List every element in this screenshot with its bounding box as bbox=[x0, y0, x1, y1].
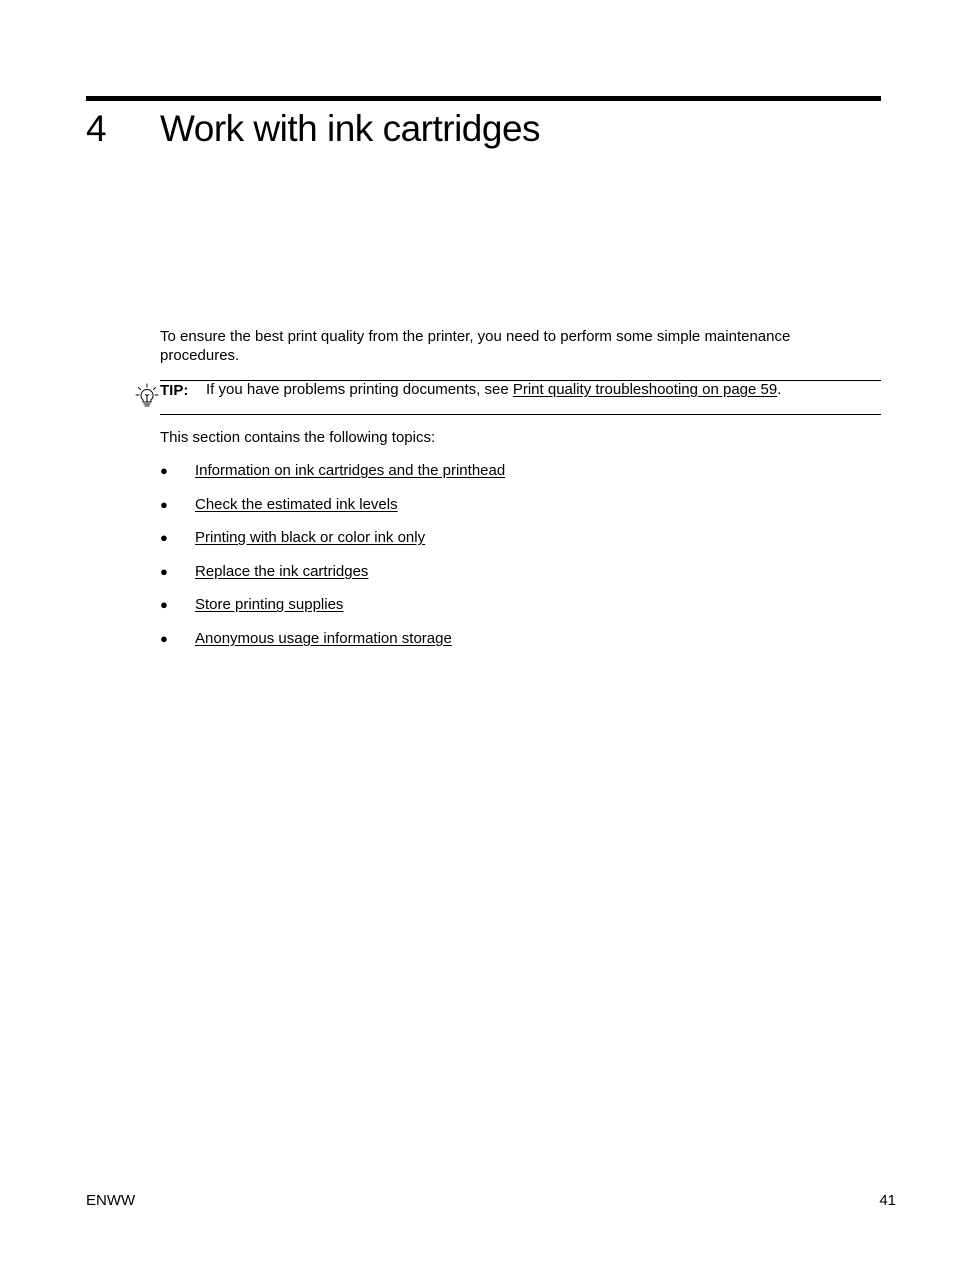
chapter-title: Work with ink cartridges bbox=[160, 108, 541, 149]
lightbulb-icon bbox=[135, 383, 159, 409]
bullet: ● bbox=[160, 597, 168, 613]
bullet: ● bbox=[160, 530, 168, 546]
intro-paragraph: To ensure the best print quality from the printer, you need to perform some simple maintenance procedures. bbox=[160, 328, 791, 364]
chapter-rule bbox=[86, 96, 881, 101]
bullet: ● bbox=[160, 630, 168, 646]
topic-link-replace-cartridges[interactable]: Replace the ink cartridges bbox=[195, 562, 369, 580]
topic-link-store-supplies[interactable]: Store printing supplies bbox=[195, 596, 344, 614]
topic-link-black-or-color-ink[interactable]: Printing with black or color ink only bbox=[195, 529, 426, 547]
tip-bottom-rule bbox=[160, 414, 881, 415]
chapter-number: 4 bbox=[86, 108, 107, 149]
topics-intro: This section contains the following topics: bbox=[160, 429, 436, 446]
tip-label: TIP: bbox=[160, 382, 189, 399]
tip-text bbox=[206, 381, 781, 399]
tip-link-print-quality[interactable]: Print quality troubleshooting on page 59 bbox=[512, 381, 778, 398]
topic-link-anonymous-usage[interactable]: Anonymous usage information storage bbox=[195, 629, 452, 647]
bullet: ● bbox=[160, 496, 168, 512]
bullet: ● bbox=[160, 563, 168, 579]
topic-link-estimated-ink-levels[interactable]: Check the estimated ink levels bbox=[195, 495, 398, 513]
tip-text-after: . bbox=[777, 381, 782, 398]
bullet: ● bbox=[160, 463, 168, 478]
tip-text-before: If you have problems printing documents, see bbox=[206, 381, 513, 398]
footer-label: ENWW bbox=[86, 1192, 136, 1209]
topic-link-ink-cartridges-printhead[interactable]: Information on ink cartridges and the printhead bbox=[195, 462, 506, 479]
page-number: 41 bbox=[879, 1192, 896, 1209]
